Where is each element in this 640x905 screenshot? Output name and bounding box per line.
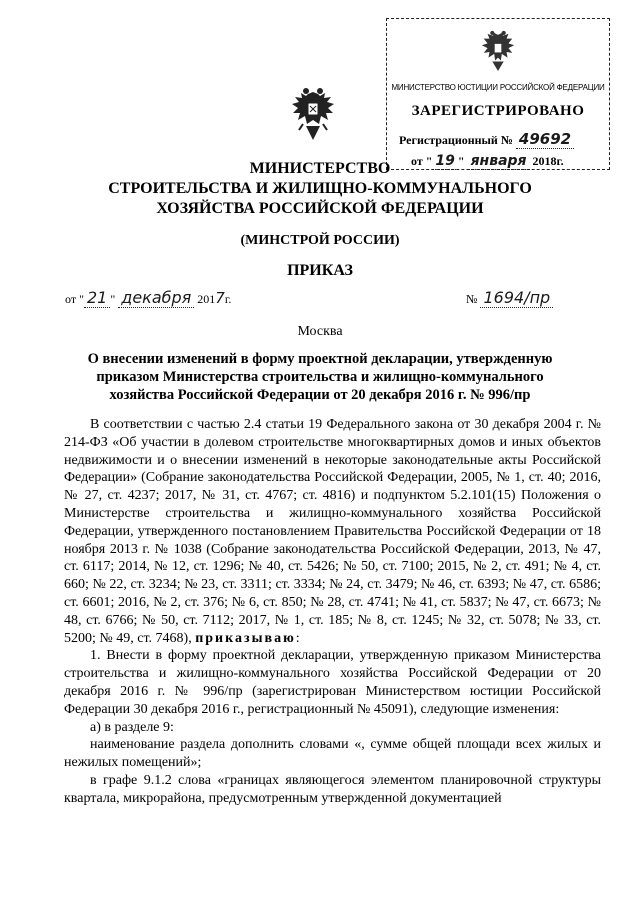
stamp-reg-label: Регистрационный № (399, 133, 513, 147)
preamble-text: В соответствии с частью 2.4 статьи 19 Федерального закона от 30 декабря 2004 г. № 214-ФЗ «Об участии в долевом строительстве многоквартирных домов и иных объектов недвижимости и о внесении изменений в некоторые законодательные акты Российской Федерации» (Собрание законодательства Российской Федерации, 2005, № 1, ст. 40; 2016, № 27, ст. 4237; 2017, № 31, ст. 4767; ст. 4816) и подпунктом 5.2.101(15) Положения о Министерстве строительства и жилищно-коммунального хозяйства Российской Федерации, утвержденного постановлением Правительства Российской Федерации от 18 ноября 2013 г. № 1038 (Собрание законодательства Российской Федерации, 2013, № 47, ст. 6117; 2014, № 12, ст. 1296; № 40, ст. 5426; № 50, ст. 7100; 2015, № 2, ст. 491; № 4, ст. 660; № 22, ст. 3234; № 23, ст. 3311; ст. 3334; № 24, ст. 3479; № 46, ст. 6393; № 47, ст. 6586; ст. 6601; 2016, № 2, ст. 376; № 6, ст. 850; № 28, ст. 4741; № 41, ст. 5837; № 47, ст. 6673; № 48, ст. 6766; № 50, ст. 7112; 2017, № 1, ст. 185; № 8, ст. 1245; № 32, ст. 5078; № 33, ст. 5200; № 49, ст. 7468), (64, 417, 601, 646)
stamp-ministry: МИНИСТЕРСТВО ЮСТИЦИИ РОССИЙСКОЙ ФЕДЕРАЦИИ (391, 83, 605, 92)
order-date-day: 21 (84, 288, 110, 308)
ministry-name-line3: ХОЗЯЙСТВА РОССИЙСКОЙ ФЕДЕРАЦИИ (156, 200, 484, 217)
ministry-name-line1: МИНИСТЕРСТВО (249, 160, 391, 177)
document-type: ПРИКАЗ (287, 262, 353, 279)
subject-line3: хозяйства Российской Федерации от 20 декабря 2016 г. № 996/пр (109, 387, 531, 403)
order-date (65, 288, 231, 307)
coat-of-arms-icon (289, 86, 337, 142)
order-number (466, 288, 553, 307)
item-b-paragraph: в графе 9.1.2 слова «границах являющегося элементом планировочной структуры квартала, микрорайона, предусмотренным утвержденной документацией (64, 772, 601, 806)
stamp-registration (399, 130, 574, 148)
stamp-date-prefix: от " (411, 154, 433, 168)
order-date-year-digit: 7 (215, 289, 225, 307)
item-1-paragraph: 1. Внести в форму проектной декларации, утвержденную приказом Министерства строительства и жилищно-коммунального хозяйства Российской Федерации от 20 декабря 2016 г. № 996/пр (зарегистрирован Министерством юстиции Российской Федерации 30 декабря 2016 г., регистрационный № 45091), следующие изменения: (64, 648, 601, 717)
coat-of-arms-icon (479, 29, 517, 73)
order-word: приказываю (195, 630, 296, 646)
subject-line1: О внесении изменений в форму проектной декларации, утвержденную (87, 351, 553, 367)
order-date-year-prefix: 201 (197, 292, 216, 306)
order-number-value: 1694/пр (480, 288, 553, 308)
stamp-date-month: января (468, 153, 530, 170)
order-date-month: декабря (118, 288, 194, 308)
order-date-suffix: г. (224, 292, 232, 306)
stamp-title: ЗАРЕГИСТРИРОВАНО (411, 103, 585, 119)
preamble-paragraph (64, 416, 601, 647)
order-word-end: : (295, 630, 300, 646)
order-number-prefix: № (466, 292, 478, 306)
item-a-paragraph: а) в разделе 9: (90, 719, 174, 735)
city: Москва (297, 324, 343, 339)
stamp-date-year: 2018 (532, 154, 557, 168)
document-body (64, 416, 601, 808)
order-date-prefix: от " (65, 292, 84, 306)
ministry-short-name: (МИНСТРОЙ РОССИИ) (240, 233, 400, 248)
stamp-date-quote: " (457, 154, 465, 168)
item-a-text-paragraph: наименование раздела дополнить словами «, сумме общей площади всех жилых и нежилых помещений»; (64, 737, 601, 771)
registration-stamp (386, 18, 610, 170)
ministry-name-line2: СТРОИТЕЛЬСТВА И ЖИЛИЩНО-КОММУНАЛЬНОГО (108, 180, 532, 197)
stamp-date-day: 19 (432, 153, 457, 170)
subject-line2: приказом Министерства строительства и жилищно-коммунального (96, 369, 544, 385)
stamp-date-suffix: г. (556, 154, 564, 168)
order-date-quote: " (110, 292, 116, 306)
stamp-reg-number: 49692 (516, 130, 574, 149)
